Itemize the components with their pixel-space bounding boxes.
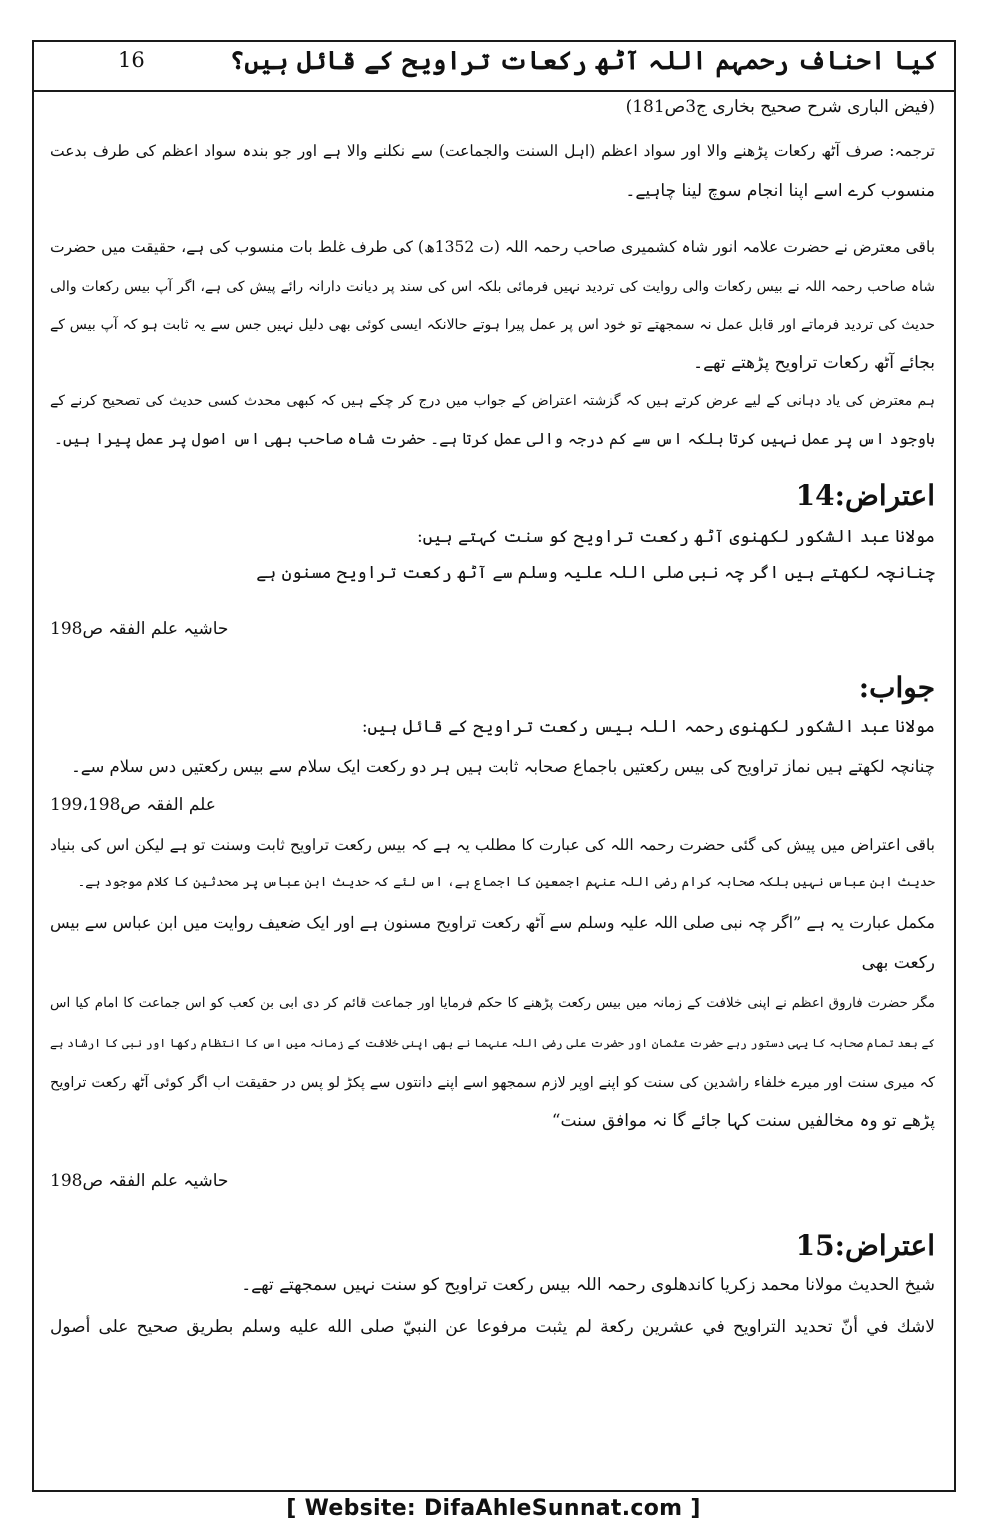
answer-reference: علم الفقہ ص199،198 [50, 795, 216, 815]
objection-14-heading: اعتراض:14 [795, 479, 935, 512]
page-number: 16 [118, 48, 145, 72]
answer-heading: جواب: [858, 671, 935, 704]
paragraph-line: حدیث کی تردید فرماتے اور قابل عمل نہ سمجھتے تو خود اس پر عمل پیرا ہوتے حالانکہ ایسی کوئی بھی دلیل نہیں جس سے یہ ثابت ہو کہ آپ بیس کے [50, 317, 935, 333]
paragraph-line: باقی اعتراض میں پیش کی گئی حضرت رحمہ اللہ کی عبارت کا مطلب یہ ہے کہ بیس رکعت تراویح ثابت وسنت تو ہے لیکن اس کی بنیاد [50, 836, 935, 854]
paragraph-line: مکمل عبارت یہ ہے ”اگر چہ نبی صلی اللہ علیہ وسلم سے آٹھ رکعت تراویح مسنون ہے اور ایک ضعیف روایت میں ابن عباس سے بیس [50, 913, 935, 932]
answer-line-1: مولانا عبد الشکور لکھنوی رحمہ اللہ بیس رکعت تراویح کے قائل ہیں: [361, 717, 935, 737]
objection-15-line-1: شیخ الحدیث مولانا محمد زکریا کاندھلوی رحمہ اللہ بیس رکعت تراویح کو سنت نہیں سمجھتے تھے۔ [241, 1275, 935, 1295]
paragraph-line: کے بعد تمام صحابہ کا یہی دستور رہے حضرت عثمان اور حضرت علی رضی اللہ عنہما نے بھی اپنی خلافت کے زمانہ میں اس کا انتظام رکھا اور نبی کا ارشاد ہے [50, 1036, 935, 1050]
paragraph-line: حدیث ابن عباس نہیں بلکہ صحابہ کرام رضی اللہ عنہم اجمعین کا اجماع ہے، اس لئے کہ حدیث ابن عباس پر محدثین کا کلام موجود ہے۔ [77, 875, 935, 890]
paragraph-line: بجائے آٹھ رکعات تراویح پڑھتے تھے۔ [693, 353, 935, 373]
page-header [32, 40, 956, 92]
paragraph-line: پڑھے تو وہ مخالفیں سنت کہا جائے گا نہ موافق سنت“ [551, 1111, 935, 1131]
paragraph-line: باقی معترض نے حضرت علامہ انور شاہ کشمیری صاحب رحمہ اللہ (ت 1352ھ) کی طرف غلط بات منسوب کی ہے، حقیقت میں حضرت [50, 238, 936, 256]
paragraph-line: ہم معترض کی یاد دہانی کے لیے عرض کرتے ہیں کہ گزشتہ اعتراض کے جواب میں درج کر چکے ہیں کہ کبھی محدث کسی حدیث کی تصحیح کرنے کے [50, 393, 935, 409]
translation-line-2: منسوب کرے اسے اپنا انجام سوچ لینا چاہیے۔ [625, 181, 935, 201]
page-title: کیا احناف رحمہم اللہ آٹھ رکعات تراویح کے قائل ہیں؟ [229, 46, 938, 75]
paragraph-line: شاہ صاحب رحمہ اللہ نے بیس رکعات والی روایت کی تردید نہیں فرمائی بلکہ اس کی سند پر دیانت دارانہ رائے پیش کی ہے، اگر آپ بیس رکعات والی [50, 279, 935, 295]
reference-faiz-ul-bari: (فیض الباری شرح صحیح بخاری ج3ص181) [625, 97, 935, 117]
paragraph-line: باوجود اس پر عمل نہیں کرتا بلکہ اس سے کم درجہ والی عمل کرتا ہے۔ حضرت شاہ صاحب بھی اس اصول پر عمل پیرا ہیں۔ [53, 430, 935, 448]
paragraph-line: مگر حضرت فاروق اعظم نے اپنی خلافت کے زمانہ میں بیس رکعت پڑھنے کا حکم فرمایا اور جماعت قائم کر دی ابی بن کعب کو اس جماعت کا امام کیا اس [50, 995, 935, 1011]
objection-15-heading: اعتراض:15 [795, 1229, 935, 1262]
paragraph-line: رکعت بھی [861, 953, 935, 973]
website-footer: [ Website: DifaAhleSunnat.com ] [286, 1496, 701, 1521]
answer-reference-2: حاشیہ علم الفقہ ص198 [50, 1171, 229, 1191]
objection-14-line-1: مولانا عبد الشکور لکھنوی آٹھ رکعت تراویح کو سنت کہتے ہیں: [417, 527, 935, 547]
header-divider [32, 90, 956, 92]
answer-line-2: چنانچہ لکھتے ہیں نماز تراویح کی بیس رکعتیں باجماع صحابہ ثابت ہیں ہر دو رکعت ایک سلام سے بیس رکعتیں دس سلام سے۔ [71, 757, 935, 776]
objection-14-line-2: چنانچہ لکھتے ہیں اگر چہ نبی صلی اللہ علیہ وسلم سے آٹھ رکعت تراویح مسنون ہے [256, 563, 935, 583]
paragraph-line: کہ میری سنت اور میرے خلفاء راشدین کی سنت کو اپنے اوپر لازم سمجھو اسے اپنے دانتوں سے پکڑ لو پس در حقیقت اب اگر کوئی آٹھ رکعت تراویح [50, 1075, 935, 1091]
arabic-quote-line: لاشك في أنّ تحديد التراويح في عشرين ركعة لم يثبت مرفوعا عن النبيّ صلى الله عليه وسلم بطريق صحيح على أصول [50, 1317, 935, 1337]
translation-line-1: ترجمہ: صرف آٹھ رکعات پڑھنے والا اور سواد اعظم (اہل السنت والجماعت) سے نکلنے والا ہے اور جو بندہ سواد اعظم کی طرف بدعت [50, 142, 935, 160]
objection-14-reference: حاشیہ علم الفقہ ص198 [50, 619, 229, 639]
